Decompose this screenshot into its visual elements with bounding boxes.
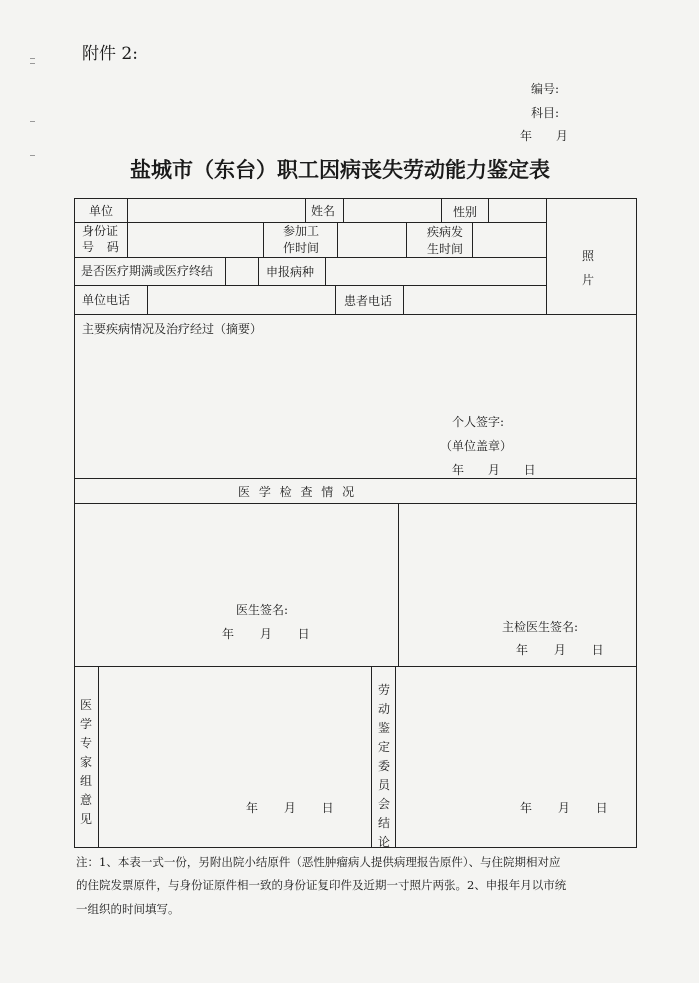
- unit-phone-field[interactable]: [150, 288, 332, 312]
- medical-exam-left-field[interactable]: [78, 507, 394, 597]
- unit-field[interactable]: [130, 201, 302, 220]
- doctor-signature-label: 医生签名:: [236, 603, 289, 617]
- medical-period-end-label: 是否医疗期满或医疗终结: [81, 264, 214, 278]
- declared-disease-field[interactable]: [328, 260, 543, 283]
- header-year-month: 年 月: [520, 129, 568, 143]
- patient-phone-label: 患者电话: [344, 294, 393, 308]
- binder-mark: [30, 155, 35, 156]
- serial-number-label: 编号:: [531, 82, 560, 96]
- medical-exam-title: 医 学 检 查 情 况: [238, 485, 355, 499]
- personal-signature-label: 个人签字:: [452, 415, 505, 429]
- photo-label: 照片: [581, 249, 594, 287]
- illness-onset-label-line1: 疾病发: [427, 225, 464, 239]
- chief-doctor-signature-date: 年 月 日: [516, 643, 604, 657]
- declared-disease-label: 申报病种: [266, 265, 315, 279]
- id-number-field[interactable]: [130, 225, 260, 255]
- committee-conclusion-field[interactable]: [399, 670, 633, 790]
- illness-onset-field[interactable]: [475, 225, 543, 255]
- committee-conclusion-label: 劳动鉴定委员会结论: [377, 683, 390, 849]
- page-title: 盐城市（东台）职工因病丧失劳动能力鉴定表: [130, 158, 550, 182]
- work-start-label-line2: 作时间: [283, 241, 320, 255]
- attachment-label: 附件 2:: [82, 44, 138, 64]
- committee-conclusion-date: 年 月 日: [520, 801, 608, 815]
- work-start-label-line1: 参加工: [283, 224, 320, 238]
- expert-opinion-date: 年 月 日: [246, 801, 334, 815]
- doctor-signature-date: 年 月 日: [222, 627, 310, 641]
- binder-mark: [30, 121, 35, 122]
- illness-onset-label-line2: 生时间: [427, 242, 464, 256]
- chief-doctor-signature-label: 主检医生签名:: [502, 620, 579, 634]
- unit-seal-label: （单位盖章）: [440, 439, 513, 453]
- name-label: 姓名: [311, 204, 336, 218]
- medical-exam-right-field[interactable]: [402, 507, 633, 617]
- unit-phone-label: 单位电话: [82, 293, 131, 307]
- work-start-field[interactable]: [340, 225, 403, 255]
- medical-period-end-field[interactable]: [228, 260, 256, 283]
- binder-mark: [30, 63, 35, 64]
- illness-date: 年 月 日: [452, 463, 536, 477]
- photo-area[interactable]: [549, 201, 633, 312]
- footnote-line-1: 注：1、本表一式一份，另附出院小结原件（恶性肿瘤病人提供病理报告原件）、与住院期相对应: [76, 855, 561, 869]
- unit-label: 单位: [89, 204, 114, 218]
- main-illness-field[interactable]: [78, 340, 633, 410]
- footnote-line-2: 的住院发票原件，与身份证原件相一致的身份证复印件及近期一寸照片两张。2、申报年月以市统: [76, 878, 567, 892]
- patient-phone-field[interactable]: [406, 288, 543, 312]
- binder-mark: [30, 58, 35, 59]
- name-field[interactable]: [346, 201, 438, 220]
- gender-field[interactable]: [491, 201, 543, 220]
- subject-label: 科目:: [531, 106, 560, 120]
- footnote-line-3: 一组织的时间填写。: [76, 902, 180, 916]
- main-illness-label: 主要疾病情况及治疗经过（摘要）: [82, 322, 263, 336]
- expert-opinion-label: 医学专家组意见: [79, 698, 92, 826]
- gender-label: 性别: [453, 205, 478, 219]
- id-label-line2: 号 码: [82, 240, 119, 254]
- id-label-line1: 身份证: [82, 224, 119, 238]
- expert-opinion-field[interactable]: [102, 670, 367, 790]
